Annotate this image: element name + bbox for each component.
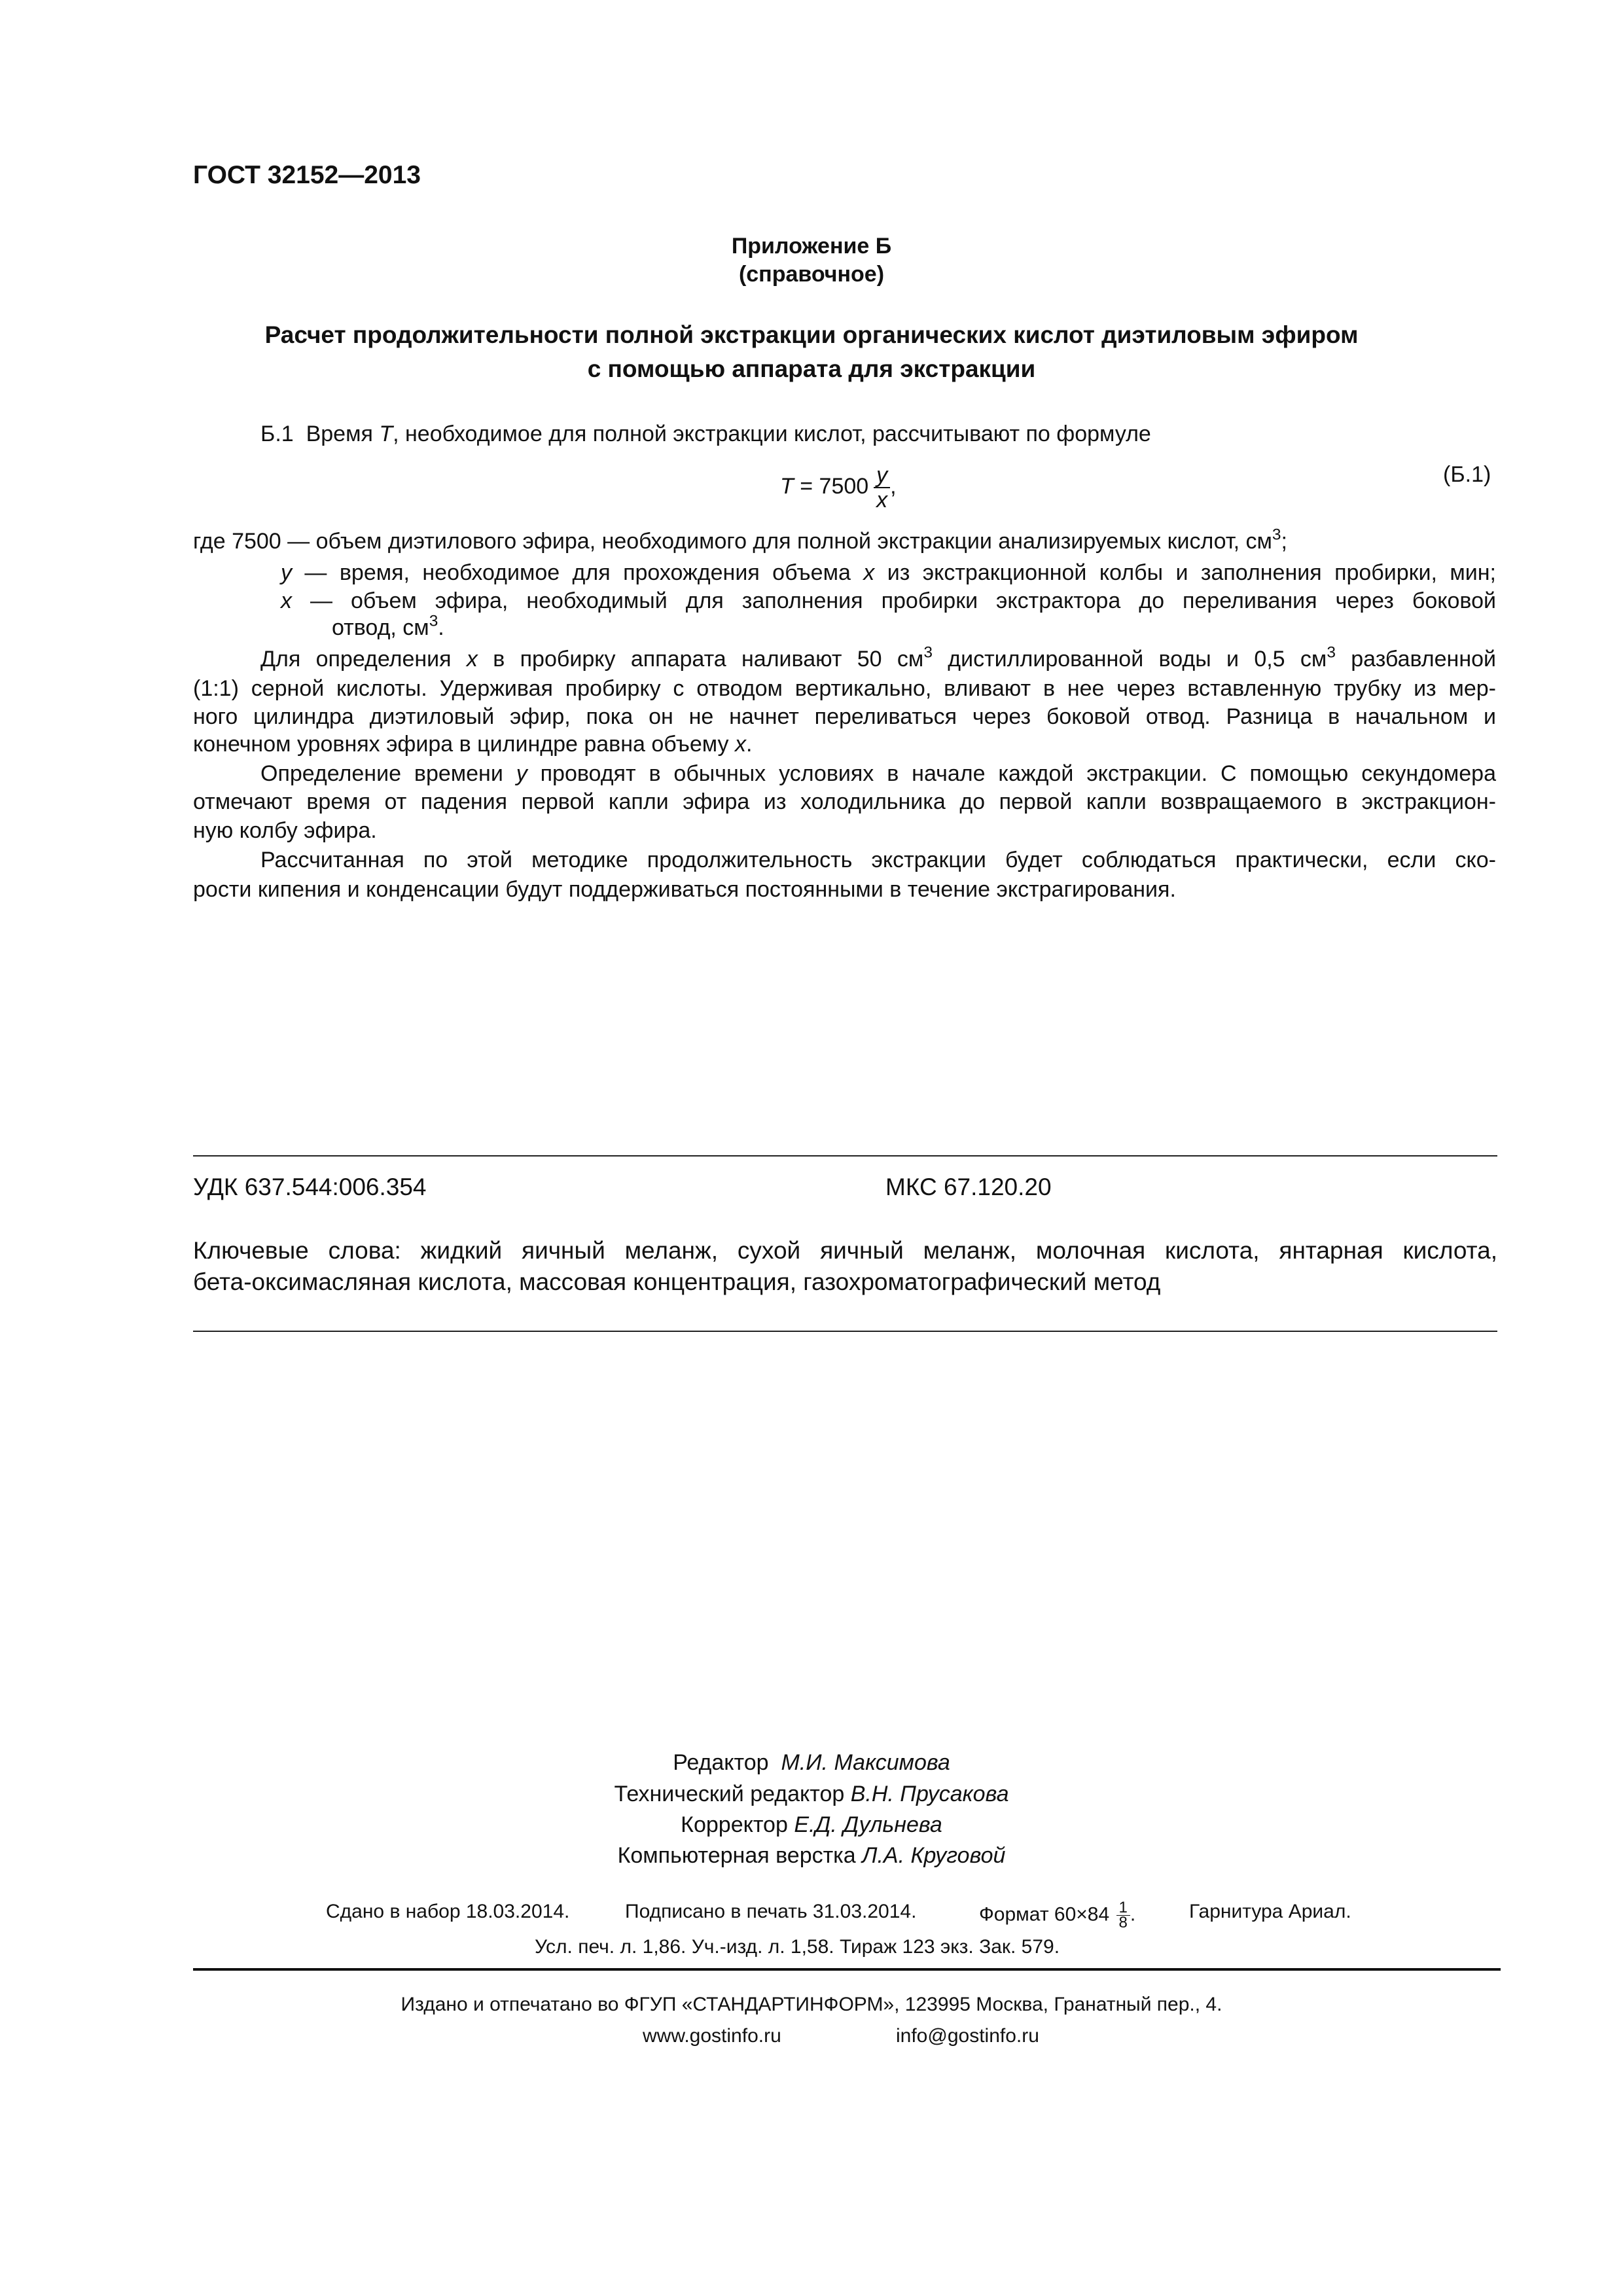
clause-b1-intro: Б.1 Время T, необходимое для полной экстракции кислот, рассчитывают по формуле — [260, 422, 1151, 446]
credit-editor: Редактор М.И. Максимова — [673, 1750, 950, 1775]
format-fraction: $\frac{1}{8}$ — [1116, 1901, 1130, 1930]
print-typeface: Гарнитура Ариал. — [1189, 1901, 1351, 1922]
print-format: Формат 60×84 $\frac{1}{8}$ . — [979, 1899, 1136, 1931]
publisher-email[interactable]: info@gostinfo.ru — [896, 2025, 1039, 2047]
mks-code: МКС 67.120.20 — [885, 1174, 1052, 1200]
print-stats: Усл. печ. л. 1,86. Уч.-изд. л. 1,58. Тираж 123 экз. Зак. 579. — [535, 1936, 1060, 1958]
paragraph-1-line4: конечном уровнях эфира в цилиндре равна объему x. — [193, 732, 753, 757]
print-signed: Подписано в печать 31.03.2014. — [625, 1901, 917, 1922]
print-typeset: Сдано в набор 18.03.2014. — [326, 1901, 570, 1922]
where-x: x — объем эфира, необходимый для заполнения пробирки экстрактора до переливания через боковой — [281, 588, 1496, 613]
divider-bottom — [193, 1331, 1497, 1332]
section-title-line2: с помощью аппарата для экстракции — [587, 355, 1036, 382]
where-y: y — время, необходимое для прохождения объема x из экстракционной колбы и заполнения пробирки, мин; — [281, 560, 1496, 585]
credit-layout: Компьютерная верстка Л.А. Круговой — [617, 1843, 1006, 1868]
paragraph-1-line1: Для определения x в пробирку аппарата наливают 50 $см^3$ дистиллированной воды и 0,5 $см^3$ разбавленной — [260, 643, 1496, 672]
paragraph-2-line2: отмечают время от падения первой капли эфира из холодильника до первой капли возвращаемого в экстракцион- — [193, 789, 1496, 814]
formula-number: (Б.1) — [1443, 462, 1491, 487]
paragraph-1-line2: (1:1) серной кислоты. Удерживая пробирку с отводом вертикально, вливают в нее через вставленную трубку из мер- — [193, 676, 1496, 701]
publisher-website[interactable]: www.gostinfo.ru — [643, 2025, 781, 2047]
appendix-title: Приложение Б — [731, 234, 892, 259]
appendix-subtitle: (справочное) — [738, 262, 885, 287]
keywords-line2: бета-оксимасляная кислота, массовая концентрация, газохроматографический метод — [193, 1268, 1161, 1295]
udk-code: УДК 637.544:006.354 — [193, 1174, 427, 1200]
divider-top — [193, 1155, 1497, 1157]
paragraph-3-line1: Рассчитанная по этой методике продолжительность экстракции будет соблюдаться практически, если ско- — [260, 848, 1496, 872]
publisher-line: Издано и отпечатано во ФГУП «СТАНДАРТИНФОРМ», 123995 Москва, Гранатный пер., 4. — [401, 1994, 1222, 2015]
credit-tech-editor: Технический редактор В.Н. Прусакова — [614, 1782, 1009, 1806]
paragraph-2-line3: ную колбу эфира. — [193, 818, 377, 843]
clause-number: Б.1 — [260, 422, 294, 446]
where-7500: где 7500 — объем диэтилового эфира, необходимого для полной экстракции анализируемых кислот, $см^3$; — [193, 526, 1287, 554]
credit-corrector: Корректор Е.Д. Дульнева — [681, 1812, 942, 1837]
where-x-cont: отвод, $см^3$. — [332, 612, 444, 640]
publisher-divider — [193, 1968, 1501, 1971]
paragraph-2-line1: Определение времени y проводят в обычных условиях в начале каждой экстракции. С помощью секундомера — [260, 761, 1496, 786]
document-id: ГОСТ 32152—2013 — [193, 161, 421, 189]
keywords-line1: Ключевые слова: жидкий яичный меланж, сухой яичный меланж, молочная кислота, янтарная кислота, — [193, 1237, 1497, 1264]
formula-b1: T = 7500 $\frac{y}{x}$ , — [780, 463, 897, 512]
paragraph-3-line2: рости кипения и конденсации будут поддерживаться постоянными в течение экстрагирования. — [193, 877, 1176, 902]
paragraph-1-line3: ного цилиндра диэтиловый эфир, пока он не начнет переливаться через боковой отвод. Разница в начальном и — [193, 704, 1496, 729]
section-title-line1: Расчет продолжительности полной экстракции органических кислот диэтиловым эфиром — [264, 321, 1359, 348]
formula-fraction: $\frac{y}{x}$ — [874, 463, 890, 512]
